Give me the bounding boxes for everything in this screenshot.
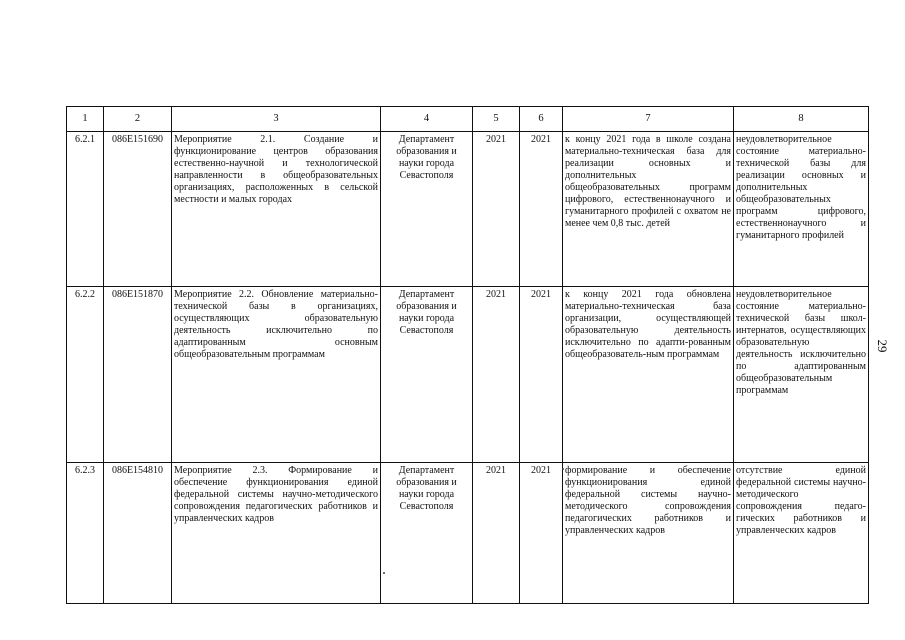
- action-description: Мероприятие 2.3. Формирование и обеспечение функционирования единой федеральной системы научно-методического сопровождения педагогических работников и управленческих кадров: [172, 463, 381, 604]
- column-header: 2: [104, 107, 172, 132]
- program-table: [66, 106, 869, 604]
- expected-result: к концу 2021 года обновлена материально-техническая база организации, осуществляющей образовательную деятельность исключительно по адапти-рованным общеобразователь-ным программам: [563, 287, 734, 463]
- year-start: 2021: [473, 463, 520, 604]
- executor: Департамент образования и науки города Севастополя: [381, 132, 473, 287]
- column-header: 3: [172, 107, 381, 132]
- year-end: 2021: [520, 132, 563, 287]
- problem-description: неудовлетворительное состояние материально-технической базы школ-интернатов, осуществляющих образовательную деятельность исключительно по адаптированным общеобразовательным программам: [734, 287, 869, 463]
- expected-result: формирование и обеспечение функционирования единой федеральной системы научно-методического сопровождения педагогических работников и управленческих кадров: [563, 463, 734, 604]
- table-row: [67, 287, 869, 463]
- column-header: 6: [520, 107, 563, 132]
- action-description: Мероприятие 2.2. Обновление материально-технической базы в организациях, осуществляющих образовательную деятельность исключительно по адаптированным основным общеобразовательным программам: [172, 287, 381, 463]
- header-row: [67, 107, 869, 132]
- problem-description: отсутствие единой федеральной системы научно-методического сопровождения педаго-гических работников и управленческих кадров: [734, 463, 869, 604]
- executor: Департамент образования и науки города Севастополя: [381, 287, 473, 463]
- action-description: Мероприятие 2.1. Создание и функционирование центров образования естественно-научной и технологической направленности в общеобразовательных организациях, расположенных в сельской местности и малых городах: [172, 132, 381, 287]
- year-start: 2021: [473, 132, 520, 287]
- year-start: 2021: [473, 287, 520, 463]
- expected-result: к концу 2021 года в школе создана материально-техническая база для реализации основных и дополнительных общеобразовательных программ цифрового, естественнонаучного и гуманитарного профилей с охватом не менее чем 0,8 тыс. детей: [563, 132, 734, 287]
- scan-speck: [562, 468, 564, 470]
- table-row: [67, 463, 869, 604]
- column-header: 4: [381, 107, 473, 132]
- budget-code: 086E151690: [104, 132, 172, 287]
- table-row: [67, 132, 869, 287]
- column-header: 8: [734, 107, 869, 132]
- page-number: 29: [875, 339, 890, 353]
- executor: Департамент образования и науки города Севастополя: [381, 463, 473, 604]
- row-number: 6.2.1: [67, 132, 104, 287]
- column-header: 1: [67, 107, 104, 132]
- column-header: 7: [563, 107, 734, 132]
- row-number: 6.2.2: [67, 287, 104, 463]
- budget-code: 086E154810: [104, 463, 172, 604]
- year-end: 2021: [520, 463, 563, 604]
- column-header: 5: [473, 107, 520, 132]
- budget-code: 086E151870: [104, 287, 172, 463]
- year-end: 2021: [520, 287, 563, 463]
- problem-description: неудовлетворительное состояние материально-технической базы для реализации основных и дополнительных общеобразовательных программ цифрового, естественнонаучного и гуманитарного профилей: [734, 132, 869, 287]
- scan-speck: [383, 572, 385, 574]
- row-number: 6.2.3: [67, 463, 104, 604]
